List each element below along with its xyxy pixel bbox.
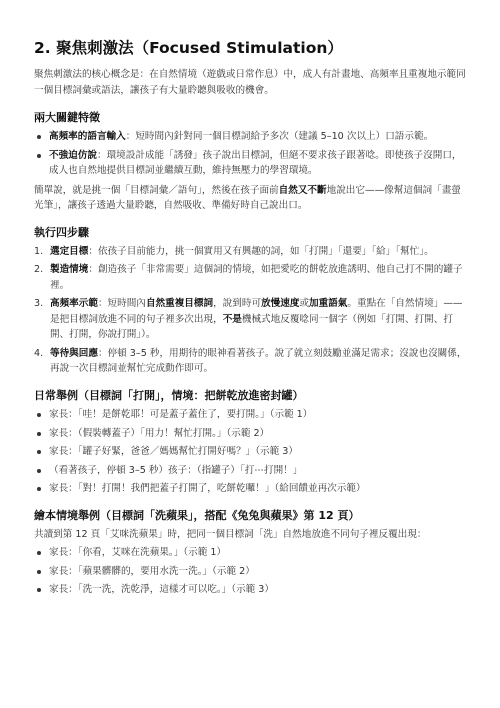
daily-example-section <box>34 388 470 497</box>
step-number: 2. <box>34 264 44 276</box>
features-heading: 兩大關鍵特徵 <box>34 111 100 125</box>
book-heading: 繪本情境舉例（目標詞「洗蘋果」，搭配《兔兔與蘋果》第 12 頁） <box>34 508 360 522</box>
features-list <box>34 129 470 179</box>
step-number: 3. <box>34 298 44 310</box>
step-item: 4. 等待與回應：停頓 3–5 秒，用期待的眼神看著孩子。說了就立刻鼓勵並滿足需求；沒說也沒關係，再說一次目標詞並幫忙完成動作即可。 <box>34 347 467 375</box>
section-title: 2. 聚焦刺激法（Focused Stimulation） <box>34 39 343 57</box>
daily-heading: 日常舉例（目標詞「打開」，情境：把餅乾放進密封罐） <box>34 388 304 402</box>
book-example-section <box>34 508 470 598</box>
daily-list <box>34 407 470 497</box>
feature-text: 短時間內針對同一個目標詞給予多次（建議 5–10 次以上）口語示範。 <box>135 131 434 143</box>
list-item: 家長：「對！打開！我們把蓋子打開了，吃餅乾囉！」（給回饋並再次示範） <box>34 481 470 497</box>
feature-label: 不強迫仿說 <box>49 149 97 161</box>
step-number: 4. <box>34 347 44 359</box>
step-label: 製造情境 <box>50 264 89 276</box>
step-item: 1. 選定目標：依孩子目前能力，挑一個實用又有興趣的詞，如「打開」「還要」「給」「幫忙」。 <box>34 244 470 260</box>
list-item: （看著孩子，停頓 3–5 秒）孩子：（指罐子）「打⋯打開！」 <box>34 463 470 479</box>
step-item: 2. 製造情境：創造孩子「非常需要」這個詞的情境，如把愛吃的餅乾放進誘明、他自己打不開的罐子裡。 <box>34 264 463 291</box>
feature-label: 高頻率的語言輸入 <box>49 131 126 143</box>
list-item: 家長：（假裝轉蓋子）「用力！幫忙打開。」（示範 2） <box>34 426 470 442</box>
steps-heading: 執行四步驟 <box>34 225 89 239</box>
features-section <box>34 110 470 214</box>
book-list <box>34 545 470 598</box>
steps-section <box>34 225 470 377</box>
step-label: 高頻率示範 <box>50 298 98 310</box>
step-number: 1. <box>34 245 44 257</box>
step-label: 等待與回應 <box>50 347 98 359</box>
feature-text: 環境設計成能「誘發」孩子說出目標詞，但絕不要求孩子跟著唸。即使孩子沒開口，成人也自然地提供目標詞並繼續互動，維持無壓力的學習環境。 <box>49 149 462 177</box>
step-item: 3. 高頻率示範：短時間內自然重複目標詞，說到時可放慢速度或加重語氣。重點在「自然情境」——是把目標詞放進不同的句子裡多次出現，不是機械式地反覆唸同一個字（例如「打開、打開、打開、打開，你說打開」）。 <box>34 298 463 341</box>
list-item: 家長：「你看，艾咪在洗蘋果。」（示範 1） <box>34 545 470 561</box>
summary-paragraph: 簡單說，就是挑一個「目標詞彙／語句」，然後在孩子面前自然又不斷地說出它——像幫這個詞「畫螢光筆」，讓孩子透過大量聆聽，自然吸收、準備好時自己說出口。 <box>34 184 461 212</box>
steps-list <box>34 244 470 377</box>
list-item: 家長：「蘋果髒髒的，要用水洗一洗。」（示範 2） <box>34 564 470 580</box>
step-label: 選定目標 <box>50 245 89 257</box>
list-item: 家長：「洗一洗，洗乾淨，這樣才可以吃。」（示範 3） <box>34 582 470 598</box>
intro-paragraph: 聚焦刺激法的核心概念是：在自然情境（遊戲或日常作息）中，成人有計畫地、高頻率且重複地示範同一個目標詞彙或語法，讓孩子有大量聆聽與吸收的機會。 <box>34 69 466 96</box>
book-intro: 共讀到第 12 頁「艾咪洗蘋果」時，把同一個目標詞「洗」自然地放進不同句子裡反覆出現： <box>34 528 427 540</box>
list-item: 不強迫仿說：環境設計成能「誘發」孩子說出目標詞，但絕不要求孩子跟著唸。即使孩子沒開口，成人也自然地提供目標詞並繼續互動，維持無壓力的學習環境。 <box>34 148 470 179</box>
list-item: 家長：「哇！是餅乾耶！可是蓋子蓋住了，要打開。」（示範 1） <box>34 407 470 423</box>
list-item: 家長：「罐子好緊，爸爸／媽媽幫忙打開好嗎？」（示範 3） <box>34 444 470 460</box>
list-item: 高頻率的語言輸入：短時間內針對同一個目標詞給予多次（建議 5–10 次以上）口語示範。 <box>34 129 470 145</box>
